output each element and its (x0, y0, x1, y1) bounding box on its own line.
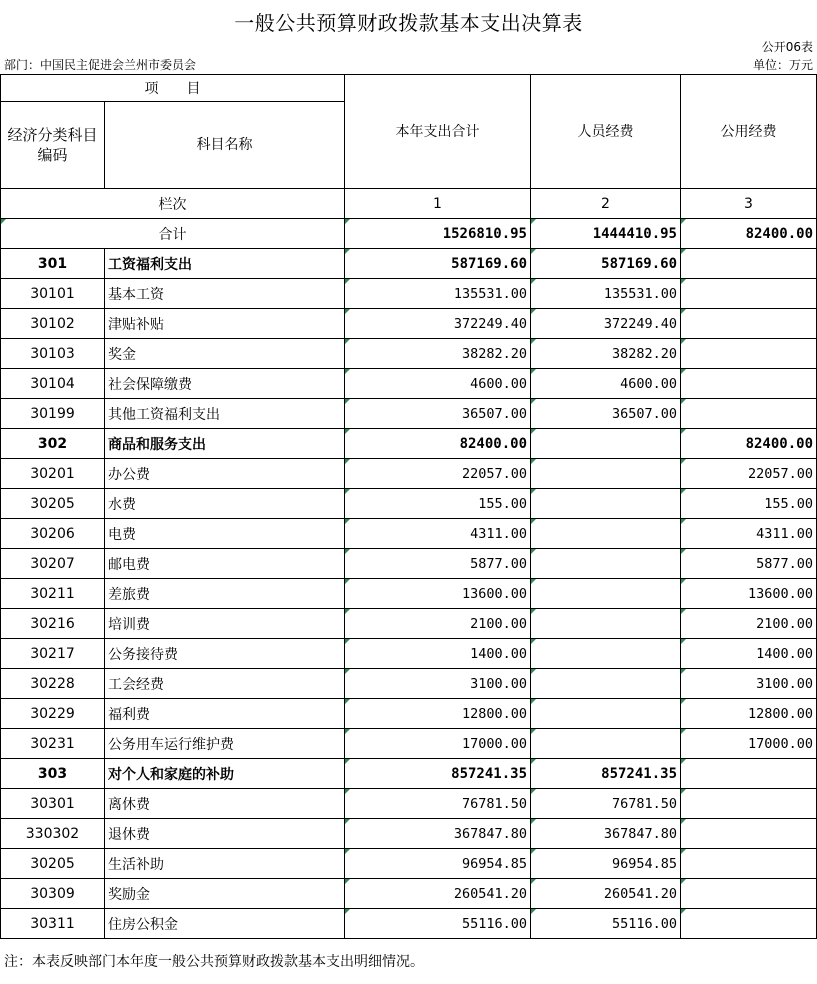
row-personnel (531, 729, 681, 759)
row-code: 30228 (1, 669, 105, 699)
public-header: 公用经费 (681, 75, 817, 189)
row-personnel: 135531.00 (531, 279, 681, 309)
expenditure-table (0, 74, 817, 939)
row-personnel (531, 639, 681, 669)
row-code: 330302 (1, 819, 105, 849)
row-name: 对个人和家庭的补助 (105, 759, 345, 789)
row-total: 17000.00 (345, 729, 531, 759)
row-name: 退休费 (105, 819, 345, 849)
row-personnel (531, 669, 681, 699)
subject-name-header: 科目名称 (105, 102, 345, 189)
row-code: 30206 (1, 519, 105, 549)
table-row (1, 909, 817, 939)
row-name: 基本工资 (105, 279, 345, 309)
row-public: 155.00 (681, 489, 817, 519)
row-personnel (531, 609, 681, 639)
row-personnel: 587169.60 (531, 249, 681, 279)
row-public: 2100.00 (681, 609, 817, 639)
row-code: 30311 (1, 909, 105, 939)
row-name: 公务接待费 (105, 639, 345, 669)
row-name: 住房公积金 (105, 909, 345, 939)
footnote: 注：本表反映部门本年度一般公共预算财政拨款基本支出明细情况。 (4, 954, 424, 970)
row-personnel (531, 489, 681, 519)
row-name: 邮电费 (105, 549, 345, 579)
row-total: 155.00 (345, 489, 531, 519)
row-total: 38282.20 (345, 339, 531, 369)
row-name: 工会经费 (105, 669, 345, 699)
row-code: 30309 (1, 879, 105, 909)
column-number-2: 2 (531, 189, 681, 219)
table-row (1, 879, 817, 909)
row-total: 5877.00 (345, 549, 531, 579)
total-header: 本年支出合计 (345, 75, 531, 189)
row-name: 工资福利支出 (105, 249, 345, 279)
row-name: 差旅费 (105, 579, 345, 609)
form-number: 公开06表 (761, 40, 813, 54)
row-total: 36507.00 (345, 399, 531, 429)
row-name: 其他工资福利支出 (105, 399, 345, 429)
row-personnel: 55116.00 (531, 909, 681, 939)
row-total: 2100.00 (345, 609, 531, 639)
column-order-label: 栏次 (1, 189, 345, 219)
total-row-label: 合计 (1, 219, 345, 249)
row-code: 302 (1, 429, 105, 459)
row-code: 30205 (1, 489, 105, 519)
row-total: 367847.80 (345, 819, 531, 849)
personnel-header: 人员经费 (531, 75, 681, 189)
unit-label: 单位：万元 (752, 58, 813, 72)
row-code: 30101 (1, 279, 105, 309)
table-row (1, 399, 817, 429)
table-row (1, 609, 817, 639)
row-public (681, 759, 817, 789)
row-personnel: 367847.80 (531, 819, 681, 849)
row-total: 135531.00 (345, 279, 531, 309)
row-public (681, 339, 817, 369)
table-row (1, 669, 817, 699)
table-row (1, 249, 817, 279)
row-total: 372249.40 (345, 309, 531, 339)
row-public (681, 909, 817, 939)
row-total: 13600.00 (345, 579, 531, 609)
row-public: 82400.00 (681, 429, 817, 459)
table-row (1, 339, 817, 369)
row-total: 260541.20 (345, 879, 531, 909)
project-header: 项 目 (1, 75, 345, 102)
row-public: 3100.00 (681, 669, 817, 699)
table-row (1, 579, 817, 609)
row-public (681, 309, 817, 339)
total-row-personnel: 1444410.95 (531, 219, 681, 249)
table-row (1, 699, 817, 729)
row-personnel (531, 549, 681, 579)
row-total: 4600.00 (345, 369, 531, 399)
row-name: 离休费 (105, 789, 345, 819)
row-personnel: 260541.20 (531, 879, 681, 909)
row-public (681, 399, 817, 429)
row-code: 30217 (1, 639, 105, 669)
row-total: 55116.00 (345, 909, 531, 939)
row-total: 1400.00 (345, 639, 531, 669)
row-code: 30103 (1, 339, 105, 369)
row-total: 22057.00 (345, 459, 531, 489)
row-public: 5877.00 (681, 549, 817, 579)
row-name: 公务用车运行维护费 (105, 729, 345, 759)
row-personnel: 36507.00 (531, 399, 681, 429)
row-total: 96954.85 (345, 849, 531, 879)
table-row (1, 759, 817, 789)
row-public (681, 879, 817, 909)
row-name: 生活补助 (105, 849, 345, 879)
row-total: 587169.60 (345, 249, 531, 279)
row-total: 4311.00 (345, 519, 531, 549)
table-row (1, 639, 817, 669)
row-public: 17000.00 (681, 729, 817, 759)
row-name: 电费 (105, 519, 345, 549)
table-row (1, 549, 817, 579)
row-name: 商品和服务支出 (105, 429, 345, 459)
row-name: 水费 (105, 489, 345, 519)
table-row (1, 279, 817, 309)
row-code: 30216 (1, 609, 105, 639)
row-code: 303 (1, 759, 105, 789)
column-number-1: 1 (345, 189, 531, 219)
row-total: 82400.00 (345, 429, 531, 459)
row-code: 30199 (1, 399, 105, 429)
row-public: 13600.00 (681, 579, 817, 609)
row-code: 30207 (1, 549, 105, 579)
row-code: 30205 (1, 849, 105, 879)
report-title: 一般公共预算财政拨款基本支出决算表 (234, 11, 583, 35)
table-row (1, 459, 817, 489)
row-total: 12800.00 (345, 699, 531, 729)
row-total: 857241.35 (345, 759, 531, 789)
row-code: 30201 (1, 459, 105, 489)
row-code: 30104 (1, 369, 105, 399)
row-code: 30211 (1, 579, 105, 609)
row-public: 1400.00 (681, 639, 817, 669)
table-row (1, 819, 817, 849)
total-row-total: 1526810.95 (345, 219, 531, 249)
econ-code-header: 经济分类科目编码 (1, 102, 105, 189)
table-row (1, 369, 817, 399)
table-row (1, 519, 817, 549)
table-row (1, 309, 817, 339)
row-personnel (531, 519, 681, 549)
row-personnel: 76781.50 (531, 789, 681, 819)
row-public (681, 369, 817, 399)
table-row (1, 789, 817, 819)
row-name: 培训费 (105, 609, 345, 639)
row-personnel (531, 459, 681, 489)
row-name: 福利费 (105, 699, 345, 729)
row-public (681, 249, 817, 279)
table-row (1, 849, 817, 879)
total-row-public: 82400.00 (681, 219, 817, 249)
table-row (1, 489, 817, 519)
row-code: 301 (1, 249, 105, 279)
row-total: 3100.00 (345, 669, 531, 699)
table-row (1, 429, 817, 459)
row-personnel (531, 699, 681, 729)
row-name: 社会保障缴费 (105, 369, 345, 399)
row-public (681, 789, 817, 819)
row-personnel: 38282.20 (531, 339, 681, 369)
row-code: 30102 (1, 309, 105, 339)
row-personnel: 4600.00 (531, 369, 681, 399)
row-code: 30231 (1, 729, 105, 759)
row-personnel: 96954.85 (531, 849, 681, 879)
row-personnel (531, 579, 681, 609)
row-personnel: 372249.40 (531, 309, 681, 339)
row-public (681, 279, 817, 309)
row-public (681, 849, 817, 879)
row-name: 奖金 (105, 339, 345, 369)
row-public: 12800.00 (681, 699, 817, 729)
row-name: 奖励金 (105, 879, 345, 909)
row-public: 22057.00 (681, 459, 817, 489)
row-code: 30301 (1, 789, 105, 819)
row-name: 津贴补贴 (105, 309, 345, 339)
row-total: 76781.50 (345, 789, 531, 819)
row-public (681, 819, 817, 849)
row-name: 办公费 (105, 459, 345, 489)
table-row (1, 729, 817, 759)
department-label: 部门：中国民主促进会兰州市委员会 (4, 58, 197, 72)
row-personnel: 857241.35 (531, 759, 681, 789)
row-public: 4311.00 (681, 519, 817, 549)
row-code: 30229 (1, 699, 105, 729)
row-personnel (531, 429, 681, 459)
column-number-3: 3 (681, 189, 817, 219)
